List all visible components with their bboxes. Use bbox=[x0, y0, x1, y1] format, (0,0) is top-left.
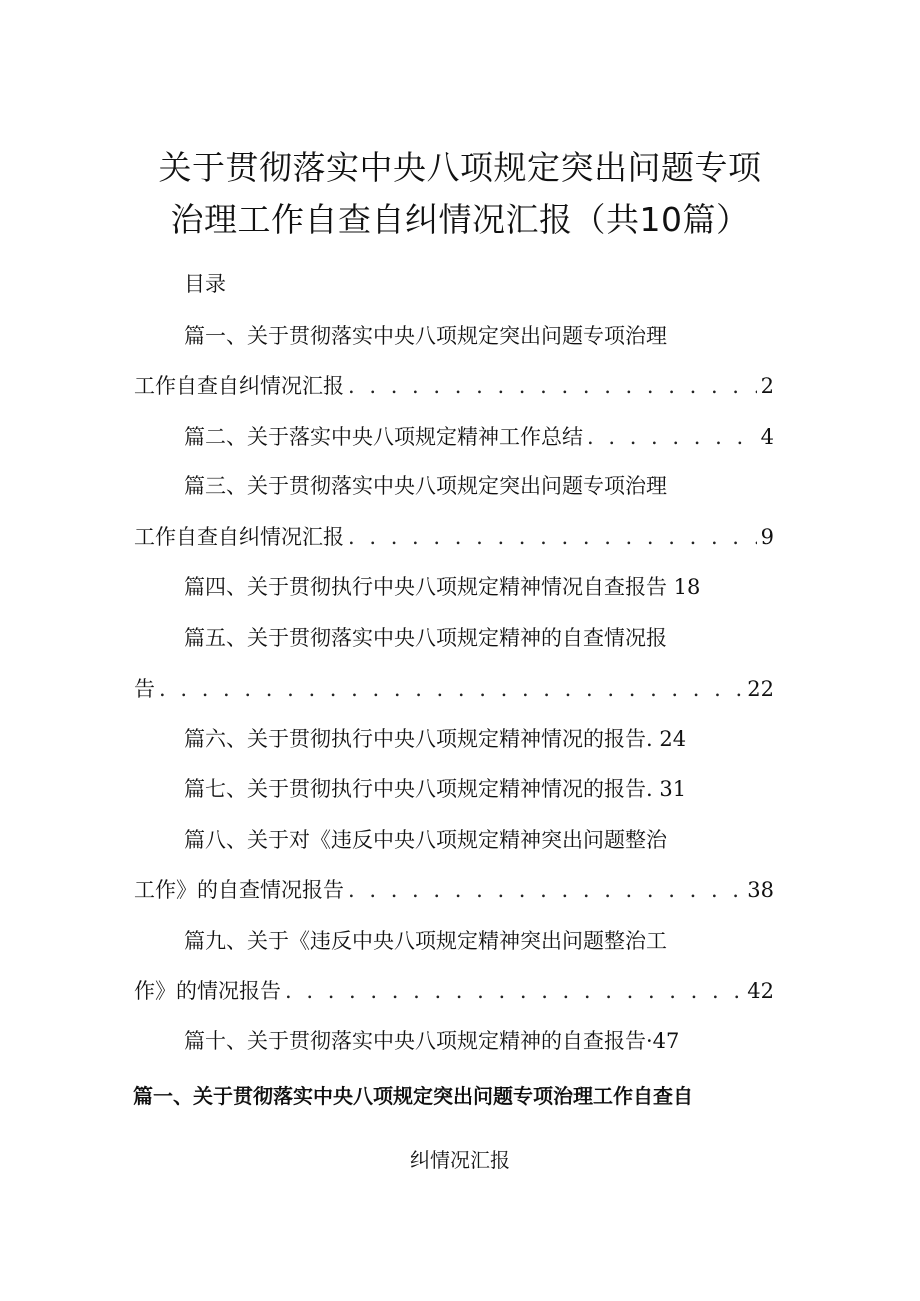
toc-entry-5-line-1[interactable]: 篇五、关于贯彻落实中央八项规定精神的自查情况报 bbox=[184, 626, 667, 650]
toc-leader-dots bbox=[348, 374, 757, 398]
toc-entry-1-line-1[interactable]: 篇一、关于贯彻落实中央八项规定突出问题专项治理 bbox=[184, 324, 667, 348]
toc-leader-dots bbox=[285, 979, 743, 1003]
toc-entry-1-line-2[interactable] bbox=[134, 370, 774, 400]
toc-entry-8-page: 38 bbox=[747, 878, 774, 902]
toc-entry-5-text: 告 bbox=[134, 677, 155, 701]
toc-entry-9-line-1[interactable]: 篇九、关于《违反中央八项规定精神突出问题整治工 bbox=[184, 929, 667, 953]
toc-entry-1-page: 2 bbox=[760, 374, 774, 398]
toc-entry-9-line-2[interactable] bbox=[134, 975, 774, 1005]
toc-entry-6[interactable]: 篇六、关于贯彻执行中央八项规定精神情况的报告. 24 bbox=[184, 727, 687, 751]
toc-entry-1-text: 工作自查自纠情况汇报 bbox=[134, 374, 344, 398]
toc-entry-7[interactable]: 篇七、关于贯彻执行中央八项规定精神情况的报告. 31 bbox=[184, 777, 687, 801]
toc-entry-5-page: 22 bbox=[747, 677, 774, 701]
toc-leader-dots bbox=[348, 525, 757, 549]
toc-entry-8-line-1[interactable]: 篇八、关于对《违反中央八项规定精神突出问题整治 bbox=[184, 828, 667, 852]
section-heading: 篇一、关于贯彻落实中央八项规定突出问题专项治理工作自查自 bbox=[133, 1084, 693, 1108]
toc-entry-2-page: 4 bbox=[760, 425, 774, 449]
toc-entry-8-line-2[interactable] bbox=[134, 874, 774, 904]
toc-entry-3-line-2[interactable] bbox=[134, 521, 774, 551]
toc-leader-dots bbox=[159, 677, 743, 701]
toc-entry-9-text: 作》的情况报告 bbox=[134, 979, 281, 1003]
toc-leader-dots bbox=[348, 878, 743, 902]
toc-entry-5-line-2[interactable] bbox=[134, 673, 774, 703]
toc-entry-3-line-1[interactable]: 篇三、关于贯彻落实中央八项规定突出问题专项治理 bbox=[184, 474, 667, 498]
toc-entry-8-text: 工作》的自查情况报告 bbox=[134, 878, 344, 902]
toc-entry-9-page: 42 bbox=[747, 979, 774, 1003]
section-heading-continuation: 纠情况汇报 bbox=[410, 1148, 510, 1172]
toc-entry-10[interactable]: 篇十、关于贯彻落实中央八项规定精神的自查报告·47 bbox=[184, 1029, 680, 1053]
toc-entry-3-page: 9 bbox=[760, 525, 774, 549]
document-title-line-2: 治理工作自查自纠情况汇报（共10篇） bbox=[170, 200, 750, 239]
toc-heading: 目录 bbox=[184, 272, 226, 296]
toc-entry-2[interactable] bbox=[184, 421, 774, 451]
toc-entry-3-text: 工作自查自纠情况汇报 bbox=[134, 525, 344, 549]
toc-entry-4[interactable]: 篇四、关于贯彻执行中央八项规定精神情况自查报告 18 bbox=[184, 575, 701, 599]
toc-leader-dots bbox=[587, 425, 757, 449]
document-title-line-1: 关于贯彻落实中央八项规定突出问题专项 bbox=[158, 148, 762, 187]
toc-entry-2-text: 篇二、关于落实中央八项规定精神工作总结 bbox=[184, 425, 583, 449]
